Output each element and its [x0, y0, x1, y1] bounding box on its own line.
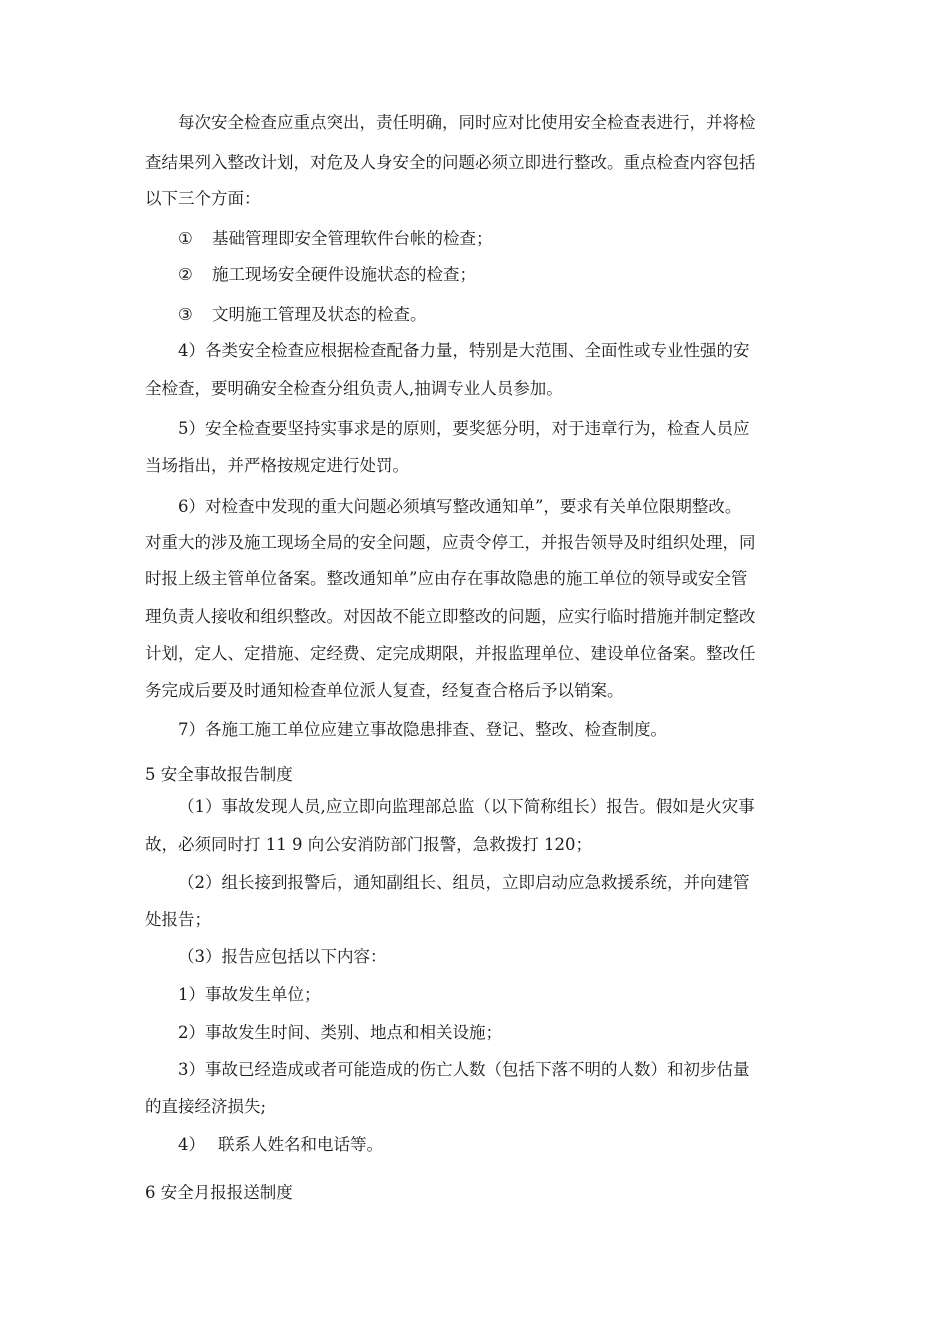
- paragraph-line: 每次安全检查应重点突出，责任明确，同时应对比使用安全检查表进行，并将检: [178, 113, 756, 132]
- paragraph-line: （3）报告应包括以下内容：: [178, 947, 387, 966]
- paragraph-line: 以下三个方面：: [145, 189, 261, 208]
- paragraph-line: 对重大的涉及施工现场全局的安全问题，应责令停工，并报告领导及时组织处理，同: [145, 533, 756, 552]
- paragraph-line: 6）对检查中发现的重大问题必须填写整改通知单”，要求有关单位限期整改。: [178, 497, 742, 516]
- paragraph-line: 全检查，要明确安全检查分组负责人,抽调专业人员参加。: [145, 379, 563, 398]
- paragraph-line: 的直接经济损失;: [145, 1097, 267, 1116]
- paragraph-line: 5）安全检查要坚持实事求是的原则，要奖惩分明，对于违章行为，检查人员应: [178, 419, 750, 438]
- paragraph-line: 务完成后要及时通知检查单位派人复查，经复查合格后予以销案。: [145, 681, 624, 700]
- paragraph-line: 处报告；: [145, 910, 211, 929]
- list-item-text: 基础管理即安全管理软件台帐的检查；: [212, 229, 493, 248]
- section-heading: 6 安全月报报送制度: [145, 1183, 293, 1202]
- paragraph-line: 4）各类安全检查应根据检查配备力量，特别是大范围、全面性或专业性强的安: [178, 341, 750, 360]
- paragraph-line: 时报上级主管单位备案。整改通知单”应由存在事故隐患的施工单位的领导或安全管: [145, 569, 748, 588]
- paragraph-line: 7）各施工施工单位应建立事故隐患排查、登记、整改、检查制度。: [178, 720, 667, 739]
- paragraph-line: （1）事故发现人员,应立即向监理部总监（以下简称组长）报告。假如是火灾事: [178, 797, 755, 816]
- list-item-text: 文明施工管理及状态的检查。: [212, 305, 427, 324]
- paragraph-line: 理负责人接收和组织整改。对因故不能立即整改的问题，应实行临时措施并制定整改: [145, 607, 756, 626]
- paragraph-line: 1）事故发生单位；: [178, 985, 321, 1004]
- paragraph-line: （2）组长接到报警后，通知副组长、组员，立即启动应急救援系统，并向建管: [178, 873, 750, 892]
- paragraph-line: 3）事故已经造成或者可能造成的伤亡人数（包括下落不明的人数）和初步估量: [178, 1060, 750, 1079]
- paragraph-line: 当场指出，并严格按规定进行处罚。: [145, 456, 409, 475]
- paragraph-line: 2）事故发生时间、类别、地点和相关设施；: [178, 1023, 502, 1042]
- list-marker: ②: [178, 265, 193, 284]
- paragraph-line: 查结果列入整改计划，对危及人身安全的问题必须立即进行整改。重点检查内容包括: [145, 153, 756, 172]
- list-item-text: 联系人姓名和电话等。: [218, 1135, 383, 1154]
- list-marker: ①: [178, 229, 193, 248]
- paragraph-line: 计划，定人、定措施、定经费、定完成期限，并报监理单位、建设单位备案。整改任: [145, 644, 756, 663]
- list-marker: 4）: [178, 1135, 205, 1154]
- list-item: [178, 1128, 383, 1161]
- list-marker: ③: [178, 305, 193, 324]
- paragraph-line: 故，必须同时打 11 9 向公安消防部门报警，急救拨打 120；: [145, 835, 592, 854]
- list-item: [178, 258, 476, 291]
- list-item-text: 施工现场安全硬件设施状态的检查；: [212, 265, 476, 284]
- list-item: [178, 222, 493, 255]
- list-item: [178, 298, 427, 331]
- section-heading: 5 安全事故报告制度: [145, 765, 293, 784]
